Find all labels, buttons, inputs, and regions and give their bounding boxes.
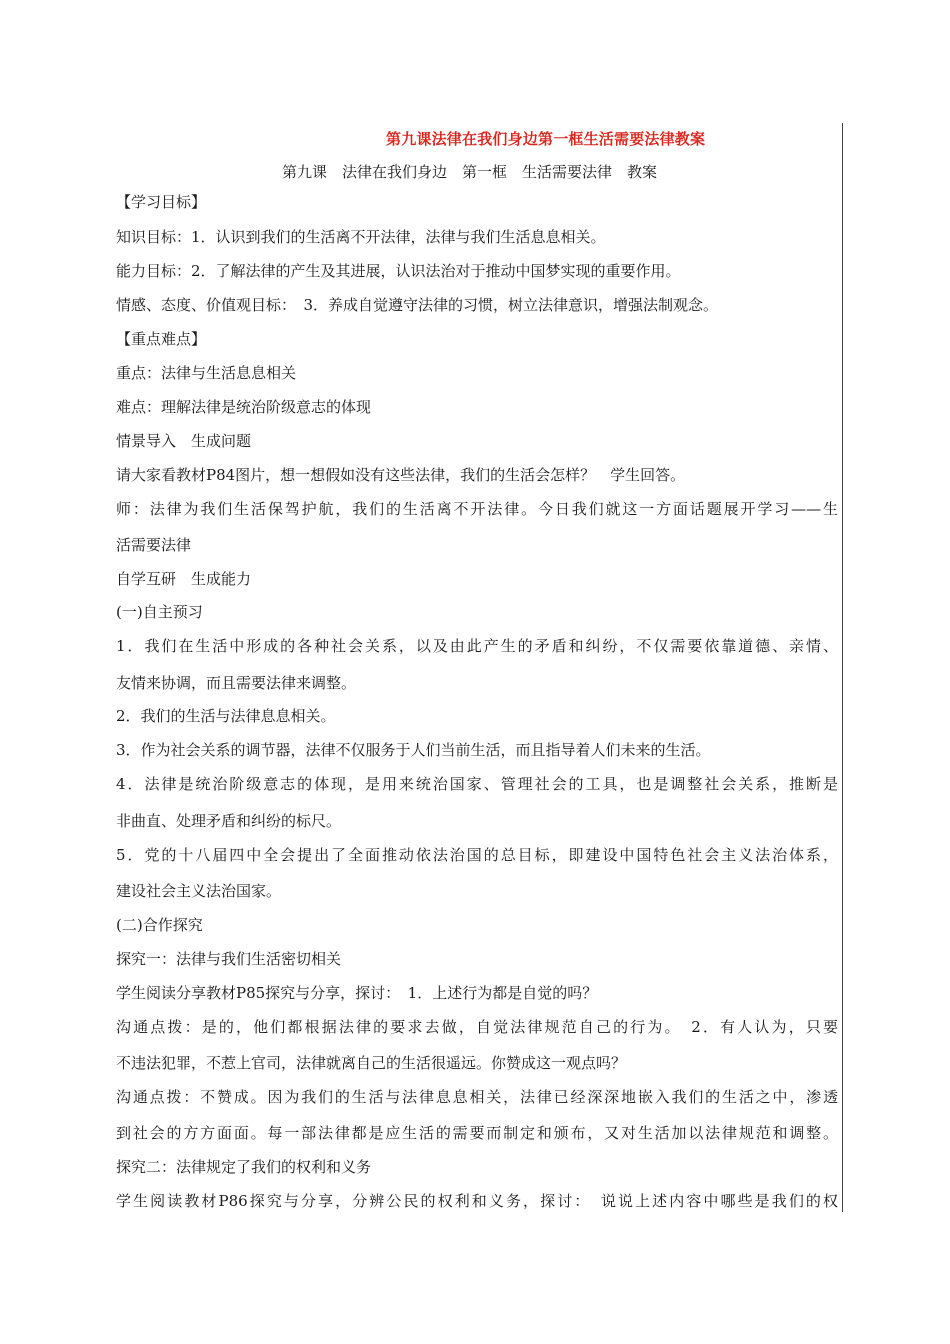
paragraph-line: 师：法律为我们生活保驾护航，我们的生活离不开法律。今日我们就这一方面话题展开学习——生 xyxy=(116,500,838,518)
paragraph-line: 友情来协调，而且需要法律来调整。 xyxy=(116,674,357,692)
paragraph-line: 2．我们的生活与法律息息相关。 xyxy=(116,707,336,725)
paragraph-line: 知识目标：1．认识到我们的生活离不开法律，法律与我们生活息息相关。 xyxy=(116,228,606,246)
document-title: 第九课法律在我们身边第一框生活需要法律教案 xyxy=(386,130,706,148)
paragraph-line: 自学互研 生成能力 xyxy=(116,570,252,588)
paragraph-line: 情景导入 生成问题 xyxy=(116,432,252,450)
subsection-heading: (一)自主预习 xyxy=(116,603,203,621)
paragraph-line: 3．作为社会关系的调节器，法律不仅服务于人们当前生活，而且指导着人们未来的生活。 xyxy=(116,741,711,759)
paragraph-line: 探究一：法律与我们生活密切相关 xyxy=(116,950,342,968)
paragraph-line: 重点：法律与生活息息相关 xyxy=(116,364,297,382)
paragraph-line: 非曲直、处理矛盾和纠纷的标尺。 xyxy=(116,812,342,830)
paragraph-line: 1．我们在生活中形成的各种社会关系，以及由此产生的矛盾和纠纷，不仅需要依靠道德、亲情、 xyxy=(116,637,838,655)
section-heading-key-points: 【重点难点】 xyxy=(116,330,207,348)
paragraph-line: 不违法犯罪，不惹上官司，法律就离自己的生活很遥远。你赞成这一观点吗？ xyxy=(116,1054,627,1072)
paragraph-line: 到社会的方方面面。每一部法律都是应生活的需要而制定和颁布，又对生活加以法律规范和调整。 xyxy=(116,1124,838,1142)
paragraph-line: 能力目标：2．了解法律的产生及其进展，认识法治对于推动中国梦实现的重要作用。 xyxy=(116,262,681,280)
paragraph-line: 4．法律是统治阶级意志的体现，是用来统治国家、管理社会的工具，也是调整社会关系，推断是 xyxy=(116,775,838,793)
paragraph-line: 请大家看教材P84图片，想一想假如没有这些法律，我们的生活会怎样？ 学生回答。 xyxy=(116,466,686,484)
paragraph-line: 情感、态度、价值观目标： 3．养成自觉遵守法律的习惯，树立法律意识，增强法制观念。 xyxy=(116,296,719,314)
paragraph-line: 探究二：法律规定了我们的权利和义务 xyxy=(116,1158,372,1176)
section-heading-objectives: 【学习目标】 xyxy=(116,193,207,211)
paragraph-line: 建设社会主义法治国家。 xyxy=(116,882,282,900)
paragraph-line: 学生阅读教材P86探究与分享，分辨公民的权利和义务，探讨： 说说上述内容中哪些是我们的权 xyxy=(116,1192,838,1210)
document-subtitle: 第九课 法律在我们身边 第一框 生活需要法律 教案 xyxy=(282,163,658,181)
page-margin-rule xyxy=(842,123,843,1212)
paragraph-line: 学生阅读分享教材P85探究与分享，探讨： 1．上述行为都是自觉的吗？ xyxy=(116,984,598,1002)
paragraph-line: 沟通点拨：不赞成。因为我们的生活与法律息息相关，法律已经深深地嵌入我们的生活之中，渗透 xyxy=(116,1088,838,1106)
paragraph-line: 沟通点拨：是的，他们都根据法律的要求去做，自觉法律规范自己的行为。 2．有人认为，只要 xyxy=(116,1018,838,1036)
paragraph-line: 难点：理解法律是统治阶级意志的体现 xyxy=(116,398,372,416)
paragraph-line: 5．党的十八届四中全会提出了全面推动依法治国的总目标，即建设中国特色社会主义法治体系， xyxy=(116,846,838,864)
subsection-heading: (二)合作探究 xyxy=(116,916,203,934)
paragraph-line: 活需要法律 xyxy=(116,536,192,554)
